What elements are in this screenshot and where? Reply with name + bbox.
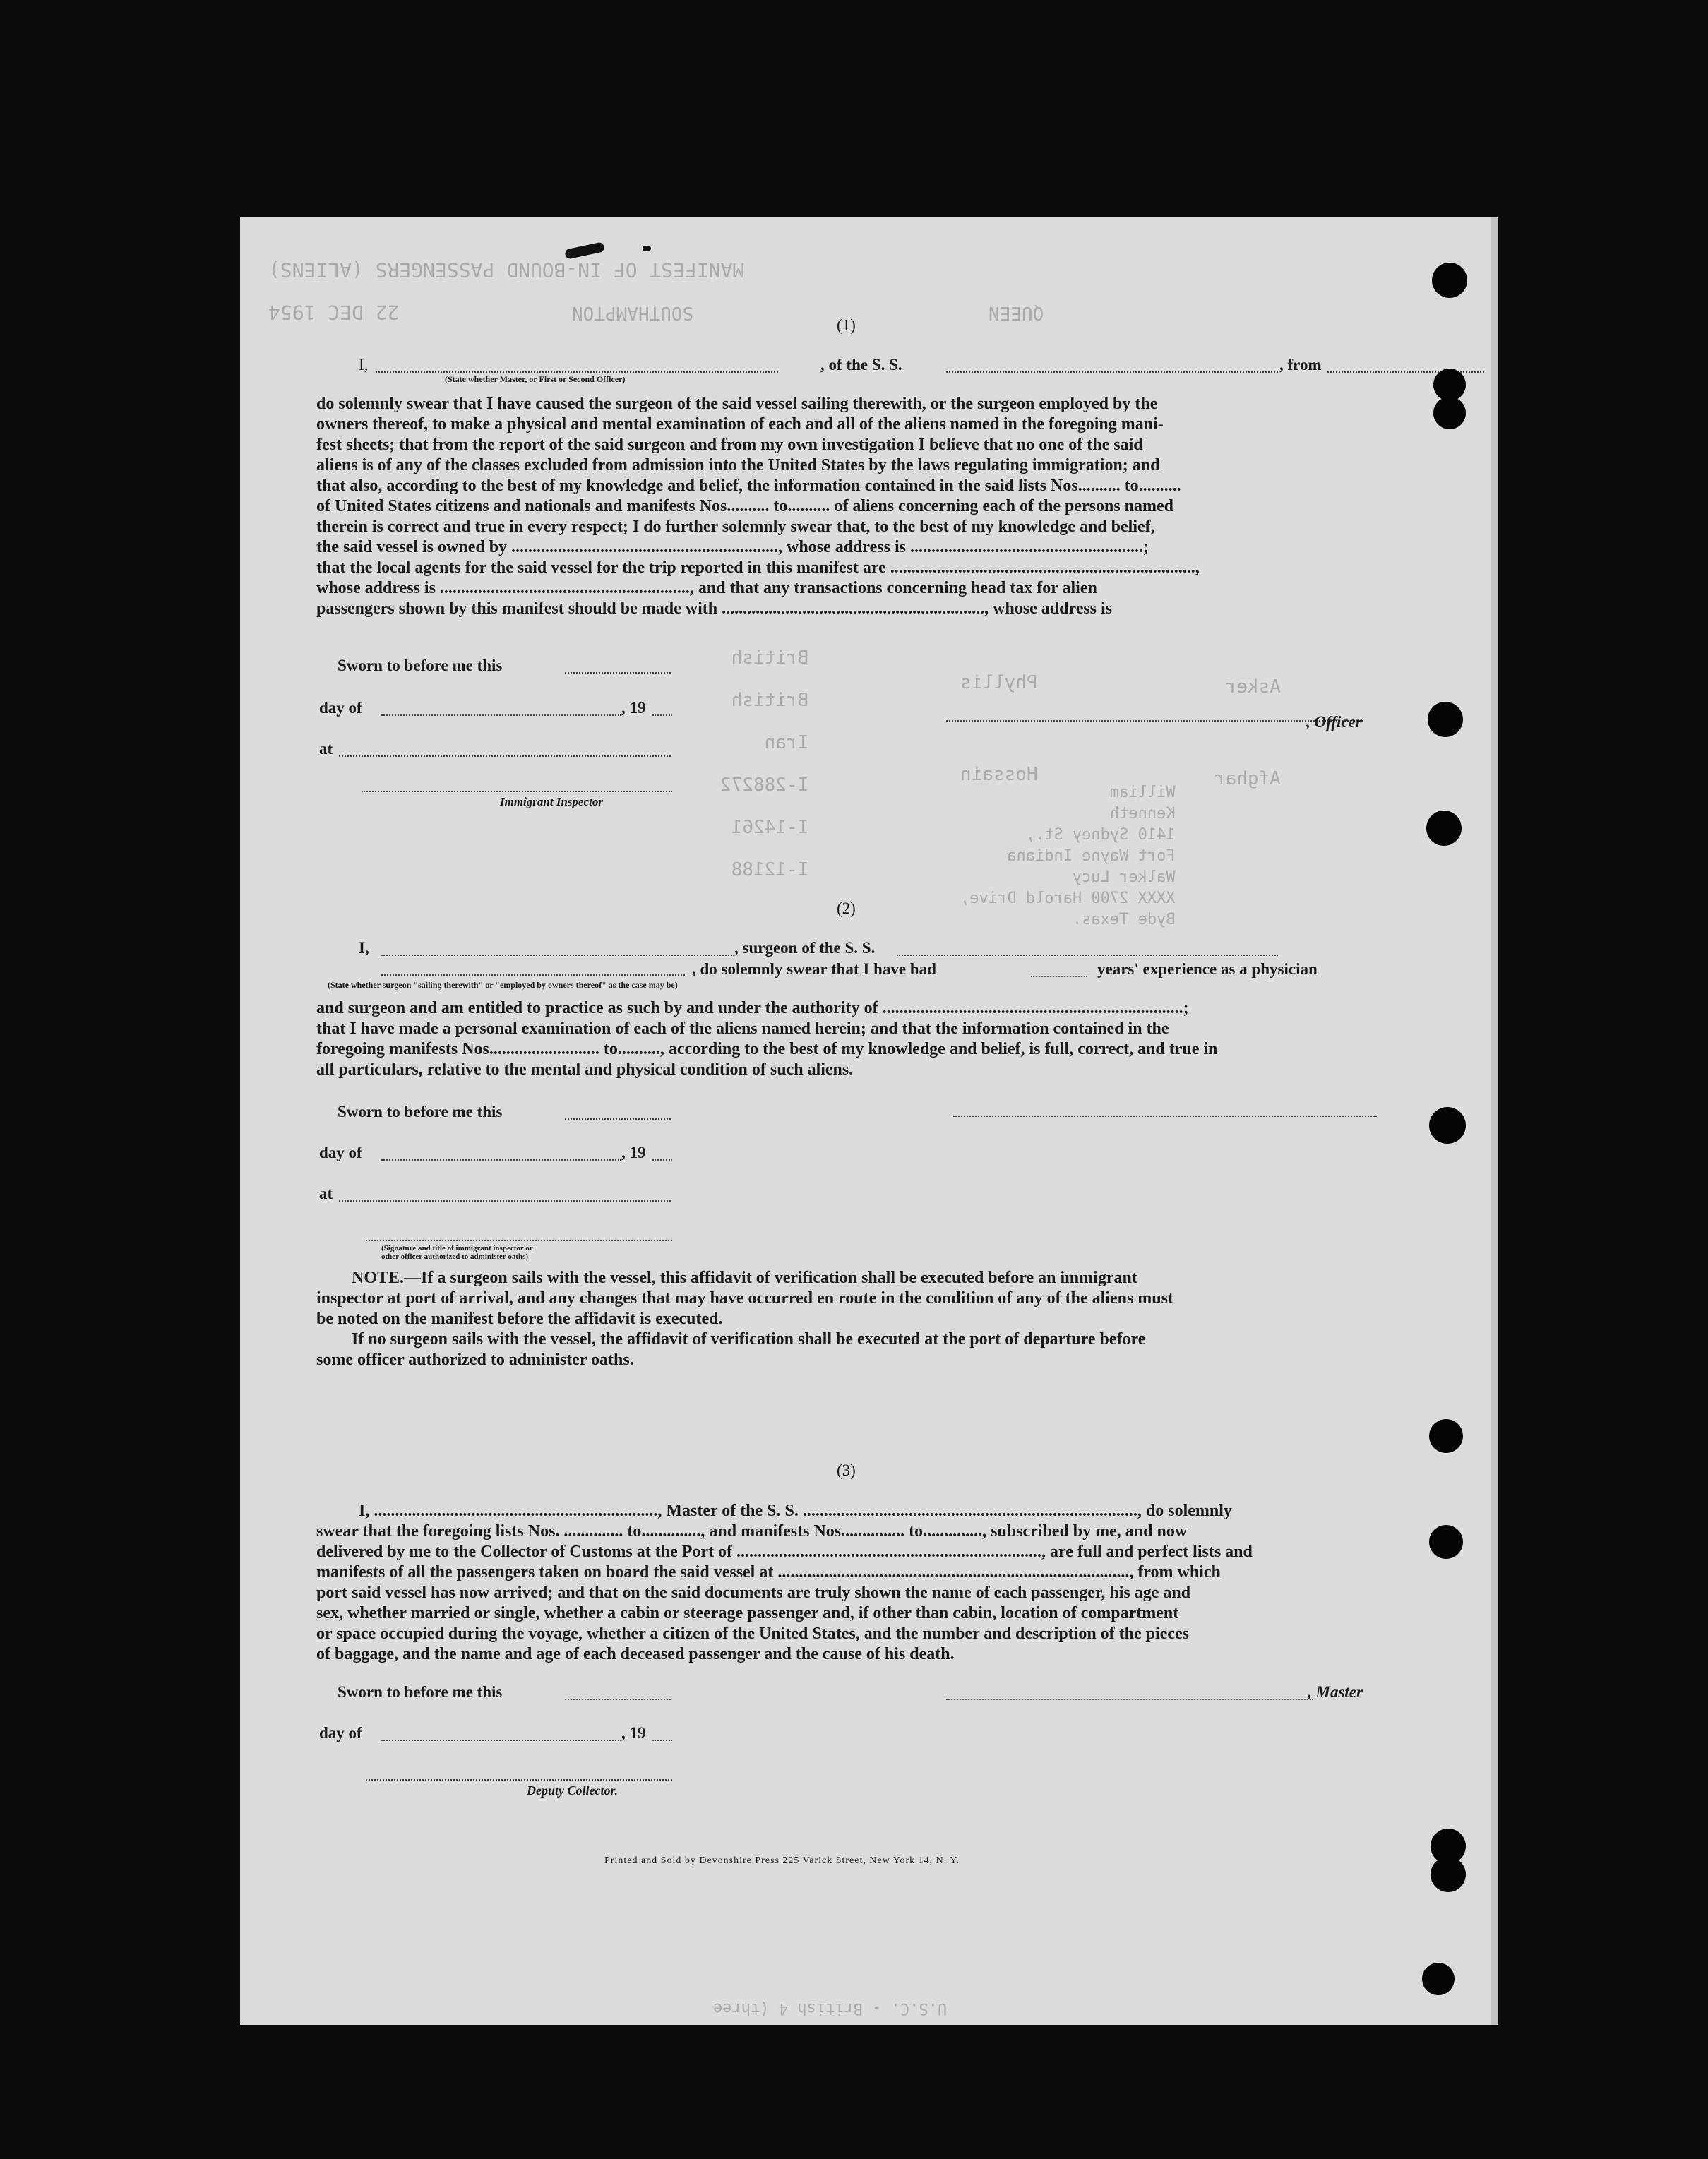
section-3-line: delivered by me to the Collector of Customs at the Port of ........................................................................, are full and perfect lists and	[316, 1543, 1253, 1561]
ink-mark	[564, 241, 605, 259]
section-3-line: of baggage, and the name and age of each deceased passenger and the cause of his death.	[316, 1645, 955, 1663]
year-field-1[interactable]	[652, 714, 672, 716]
of-ss-label: , of the S. S.	[820, 356, 902, 373]
signature-note-1: (Signature and title of immigrant inspector or	[381, 1244, 533, 1252]
signature-note-2: other officer authorized to administer oaths)	[381, 1252, 529, 1261]
inspector-signature-line-2[interactable]	[366, 1240, 672, 1241]
surgeon-type-field[interactable]	[381, 974, 685, 976]
surgeon-name-field[interactable]	[381, 955, 734, 956]
ink-mark	[643, 246, 651, 251]
officer-signature-line[interactable]	[946, 720, 1363, 722]
note-line: inspector at port of arrival, and any changes that may have occurred en route in the condition of any of the aliens must	[316, 1289, 1173, 1308]
from-label: , from	[1279, 356, 1322, 373]
sworn-label-1: Sworn to before me this	[338, 657, 503, 674]
punch-hole	[1429, 1107, 1466, 1144]
note-line: some officer authorized to administer oaths.	[316, 1351, 634, 1369]
section-1-line: that also, according to the best of my knowledge and belief, the information contained in the said lists Nos.......... to..........	[316, 477, 1181, 495]
sworn-date-field-2[interactable]	[565, 1118, 671, 1120]
punch-hole	[1431, 1857, 1466, 1892]
section-1-line: therein is correct and true in every respect; I do further solemnly swear that, to the best of my knowledge and belief,	[316, 518, 1155, 536]
bleed-address: William Kenneth 1410 Sydney St., Fort Wayne Indiana Walker Lucy XXXX 2700 Harold Drive, Byde Texas.	[960, 784, 1176, 928]
section-1-line: fest sheets; that from the report of the said surgeon and from my own investigation I believe that no one of the said	[316, 436, 1143, 454]
day-of-field-1[interactable]	[381, 714, 621, 716]
bleed-bottom: U.S.C. - British 4 (three	[713, 1999, 948, 2017]
section-1-line: the said vessel is owned by ..............................................................., whose address is .......................................................;	[316, 538, 1149, 556]
ship-name-field[interactable]	[946, 371, 1278, 373]
section-1-line: passengers shown by this manifest should be made with .............................................................., whose address is	[316, 599, 1113, 618]
section-2-i: I,	[359, 939, 369, 957]
surgeon-of-label: , surgeon of the S. S.	[734, 939, 876, 957]
year-label-2: , 19	[621, 1144, 646, 1161]
day-of-label-1: day of	[319, 699, 362, 717]
manifest-page	[240, 217, 1491, 2025]
printer-footer: Printed and Sold by Devonshire Press 225 Varick Street, New York 14, N. Y.	[604, 1855, 960, 1866]
section-2-line: that I have made a personal examination of each of the aliens named herein; and that the information contained in the	[316, 1019, 1169, 1038]
bleed-date: 22 DEC 1954	[268, 301, 400, 324]
section-2-number: (2)	[837, 899, 856, 917]
day-of-label-3: day of	[319, 1724, 362, 1742]
punch-hole	[1422, 1963, 1455, 1995]
section-1-line: that the local agents for the said vessel for the trip reported in this manifest are ........................................................................,	[316, 558, 1200, 577]
collector-signature-line[interactable]	[366, 1779, 672, 1781]
bleed-port: SOUTHAMPTON	[572, 302, 694, 323]
section-1-line: do solemnly swear that I have caused the surgeon of the said vessel sailing therewith, or the surgeon employed by the	[316, 395, 1158, 413]
punch-hole	[1429, 1525, 1463, 1559]
section-3-line: manifests of all the passengers taken on board the said vessel at ..................................................................................., from which	[316, 1563, 1221, 1581]
inspector-signature-line[interactable]	[362, 791, 672, 792]
section-1-i: I,	[359, 356, 369, 373]
at-field-2[interactable]	[339, 1200, 671, 1202]
surgeon-note: (State whether surgeon "sailing therewith" or "employed by owners thereof" as the case may be)	[328, 980, 678, 990]
section-3-line: sex, whether married or single, whether a cabin or steerage passenger and, if other than cabin, location of compartment	[316, 1604, 1179, 1622]
year-label-3: , 19	[621, 1724, 646, 1742]
section-1-body	[316, 394, 1488, 619]
section-3-line: or space occupied during the voyage, whether a citizen of the United States, and the number and description of the pieces	[316, 1625, 1189, 1643]
years-label: years' experience as a physician	[1097, 960, 1318, 978]
day-of-field-2[interactable]	[381, 1159, 621, 1161]
officer-label: , Officer	[1306, 713, 1362, 731]
sworn-label-2: Sworn to before me this	[338, 1103, 503, 1120]
punch-hole	[1428, 702, 1463, 737]
punch-hole	[1429, 1419, 1463, 1453]
note-line: If no surgeon sails with the vessel, the affidavit of verification shall be executed at the port of departure before	[352, 1330, 1146, 1348]
section-3-line: swear that the foregoing lists Nos. .............. to.............., and manifests Nos............... to.............., subscribed by me, and now	[316, 1522, 1188, 1541]
note-label: NOTE.	[352, 1269, 405, 1287]
section-1-number: (1)	[837, 316, 856, 334]
day-of-field-3[interactable]	[381, 1740, 621, 1741]
section-3-line: I, ..................................................................., Master of the S. S. ..............................................................................., do solemnly	[359, 1502, 1232, 1520]
sworn-label-3: Sworn to before me this	[338, 1683, 503, 1701]
year-field-2[interactable]	[652, 1159, 672, 1161]
section-2-body	[316, 998, 1488, 1080]
day-of-label-2: day of	[319, 1144, 362, 1161]
section-3-body	[316, 1501, 1488, 1665]
at-field-1[interactable]	[339, 755, 671, 757]
section-3-number: (3)	[837, 1461, 856, 1479]
master-label: , Master	[1308, 1683, 1363, 1701]
year-label-1: , 19	[621, 699, 646, 717]
officer-note: (State whether Master, or First or Second Officer)	[445, 374, 626, 384]
note-line: be noted on the manifest before the affidavit is executed.	[316, 1310, 723, 1328]
note-block: NOTE.—If a surgeon sails with the vessel, this affidavit of verification shall be executed before an immigrant inspector at port of arrival, and any changes that may have occurred en route in the condition of any of the aliens must be noted on the manifest before the affidavit is executed. If no surgeon sails with the vessel, the affidavit of verification shall be executed at the port of departure before some officer authorized to administer oaths.	[316, 1268, 1488, 1370]
sworn-date-field-3[interactable]	[565, 1699, 671, 1700]
bleed-title: MANIFEST OF IN-BOUND PASSENGERS (ALIENS)	[268, 258, 745, 282]
punch-hole	[1426, 811, 1462, 846]
at-label-2: at	[319, 1185, 333, 1202]
year-field-3[interactable]	[652, 1740, 672, 1741]
section-1-line: aliens is of any of the classes excluded from admission into the United States by the laws regulating immigration; and	[316, 456, 1160, 474]
section-2-line: all particulars, relative to the mental and physical condition of such aliens.	[316, 1060, 854, 1079]
years-field[interactable]	[1031, 976, 1087, 977]
section-1-line: whose address is ..........................................................., and that any transactions concerning head tax for alien	[316, 579, 1097, 597]
section-2-line: foregoing manifests Nos.......................... to.........., according to the best of my knowledge and belief, is full, correct, and true in	[316, 1040, 1218, 1058]
bleed-column-2: Phyllis Hossain	[960, 672, 1038, 785]
inspector-label: Immigrant Inspector	[500, 795, 603, 808]
do-solemnly-label: , do solemnly swear that I have had	[692, 960, 936, 978]
section-1-line: owners thereof, to make a physical and mental examination of each and all of the aliens named in the foregoing mani-	[316, 415, 1164, 433]
page-edge	[1491, 217, 1498, 2025]
bleed-ship: QUEEN	[989, 302, 1044, 323]
section-1-line: of United States citizens and nationals and manifests Nos.......... to.......... of aliens concerning each of the persons named	[316, 497, 1174, 515]
sworn-date-field-1[interactable]	[565, 672, 671, 674]
punch-hole	[1432, 263, 1467, 298]
surgeon-signature-line[interactable]	[953, 1116, 1377, 1117]
section-2-line: and surgeon and am entitled to practice as such by and under the authority of .......................................................................;	[316, 999, 1189, 1017]
bleed-column-1: British British Iran I-288272 I-14261 I-12188	[720, 647, 809, 880]
at-label-1: at	[319, 740, 333, 758]
punch-hole	[1433, 397, 1466, 429]
collector-label: Deputy Collector.	[527, 1783, 618, 1798]
section-3-line: port said vessel has now arrived; and that on the said documents are truly shown the name of each passenger, his age and	[316, 1584, 1191, 1602]
master-signature-line[interactable]	[946, 1699, 1313, 1700]
surgeon-ship-field[interactable]	[897, 955, 1278, 956]
officer-name-field[interactable]	[376, 371, 778, 373]
bleed-column-3: Asker Afghar	[1214, 676, 1281, 789]
